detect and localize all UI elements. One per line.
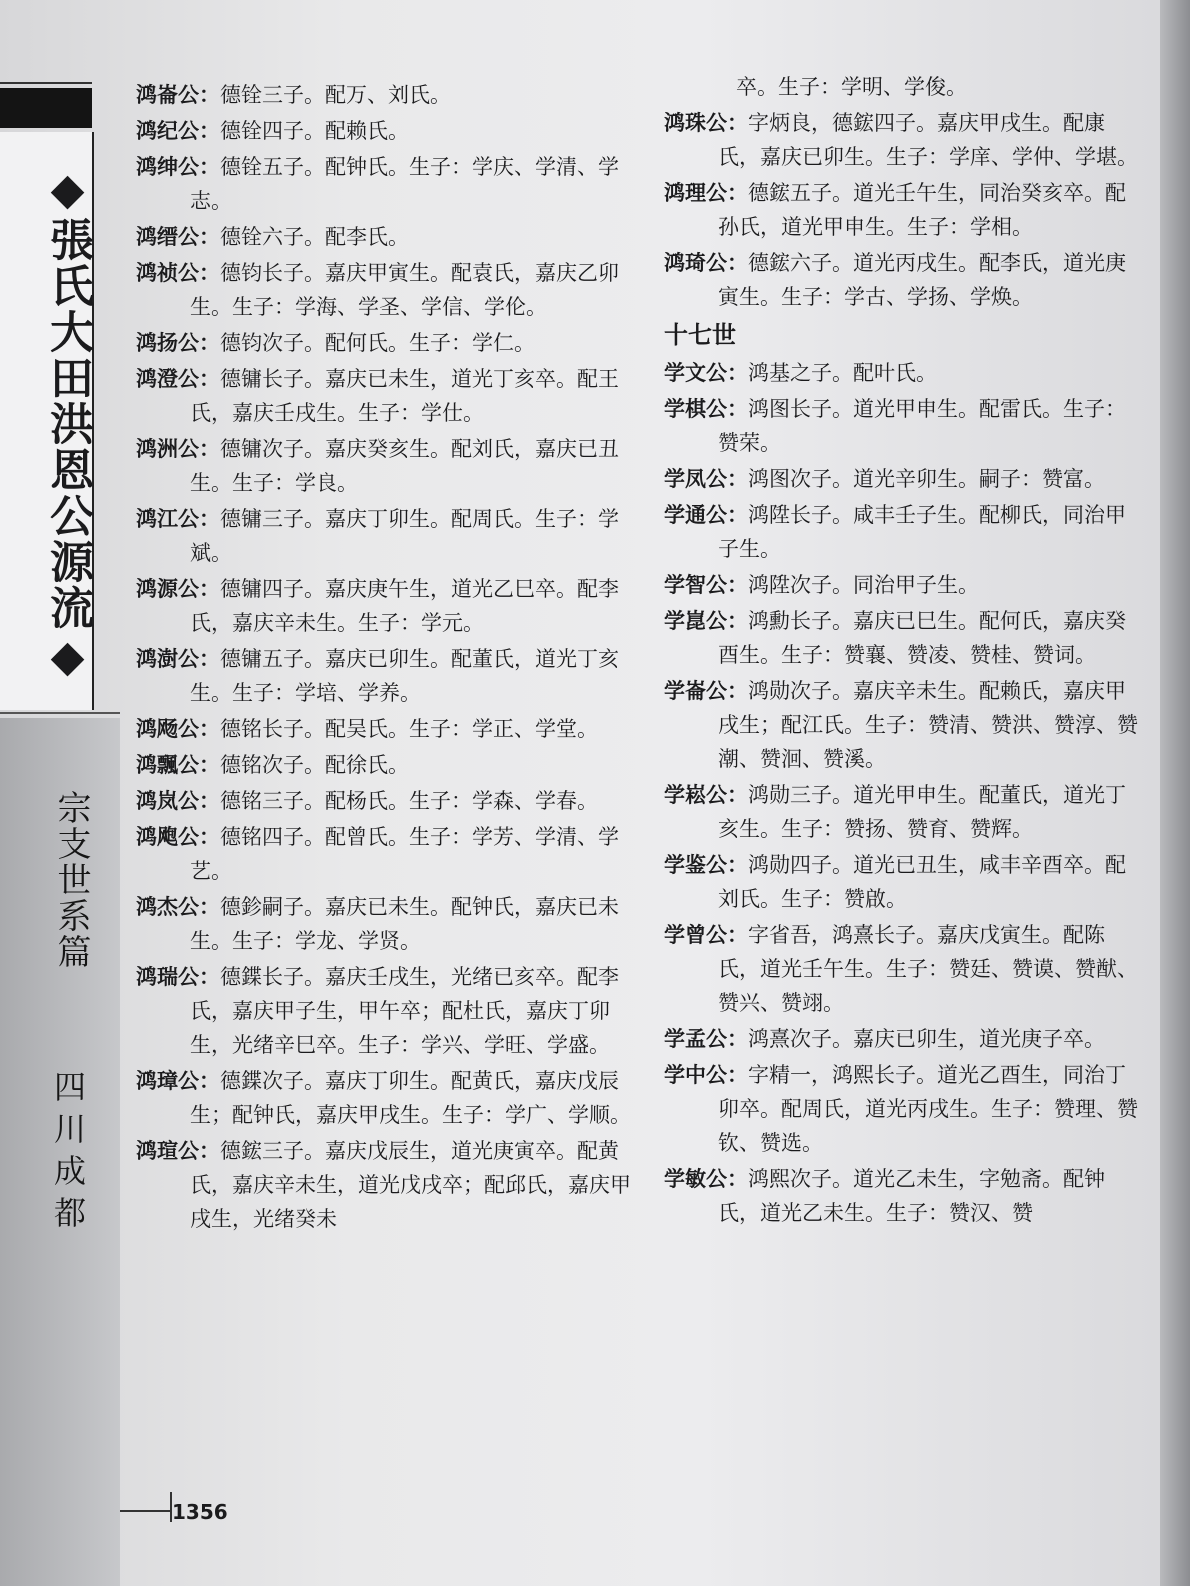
- entry-text: 德铭三子。配杨氏。生子：学森、学春。: [220, 789, 598, 813]
- side-title: ◆張氏大田洪恩公源流◆: [42, 164, 93, 684]
- genealogy-entry: [664, 498, 1144, 566]
- entry-name: 学通公：: [664, 503, 748, 527]
- genealogy-entry: [136, 78, 636, 112]
- entry-name: 鸿缙公：: [136, 225, 220, 249]
- genealogy-entry: [664, 604, 1144, 672]
- entry-text: 德镛四子。嘉庆庚午生，道光乙巳卒。配李氏，嘉庆辛未生。生子：学元。: [190, 577, 619, 635]
- entry-text: 德钧长子。嘉庆甲寅生。配袁氏，嘉庆乙卯生。生子：学海、学圣、学信、学伦。: [190, 261, 619, 319]
- genealogy-entry: [136, 960, 636, 1062]
- genealogy-entry: [664, 392, 1144, 460]
- entry-text: 德铭四子。配曾氏。生子：学芳、学清、学艺。: [190, 825, 619, 883]
- genealogy-entry: [136, 642, 636, 710]
- genealogy-entry: [136, 220, 636, 254]
- side-top-bar: [0, 88, 92, 128]
- entry-text: 德铨六子。配李氏。: [220, 225, 409, 249]
- left-column: [136, 78, 636, 1238]
- entry-name: 鸿洲公：: [136, 437, 220, 461]
- entry-name: 鸿理公：: [664, 181, 748, 205]
- genealogy-entry: [136, 748, 636, 782]
- genealogy-entry: [664, 918, 1144, 1020]
- genealogy-entry: [136, 712, 636, 746]
- genealogy-entry: [664, 778, 1144, 846]
- genealogy-entry: [136, 362, 636, 430]
- side-title-box: [0, 132, 94, 710]
- genealogy-entry: [136, 784, 636, 818]
- entry-name: 学崑公：: [664, 609, 748, 633]
- entry-text: 德铭次子。配徐氏。: [220, 753, 409, 777]
- entry-text: 德铭长子。配吴氏。生子：学正、学堂。: [220, 717, 598, 741]
- genealogy-entry: [664, 1162, 1144, 1230]
- genealogy-entry: [136, 1134, 636, 1236]
- entry-name: 鸿杰公：: [136, 895, 220, 919]
- section-title: 宗支世系篇: [51, 790, 91, 970]
- genealogy-entry: [664, 568, 1144, 602]
- entry-name: 学曾公：: [664, 923, 748, 947]
- entry-text: 字省吾，鸿熹长子。嘉庆戊寅生。配陈氏，道光壬午生。生子：赞廷、赞谟、赞猷、赞兴、赞翊。: [718, 923, 1138, 1015]
- page-number: 1356: [172, 1500, 228, 1524]
- entry-name: 学鉴公：: [664, 853, 748, 877]
- page-edge: [1160, 0, 1190, 1586]
- entry-name: 鸿岚公：: [136, 789, 220, 813]
- entry-name: 鸿澄公：: [136, 367, 220, 391]
- entry-text: 鸿图次子。道光辛卯生。嗣子：赞富。: [748, 467, 1105, 491]
- entry-text: 鸿勋三子。道光甲申生。配董氏，道光丁亥生。生子：赞扬、赞育、赞辉。: [718, 783, 1126, 841]
- genealogy-entry: [136, 432, 636, 500]
- entry-text: 鸿基之子。配叶氏。: [748, 361, 937, 385]
- entry-name: 学智公：: [664, 573, 748, 597]
- entry-text: 鸿陞长子。咸丰壬子生。配柳氏，同治甲子生。: [718, 503, 1126, 561]
- entry-name: 鸿纪公：: [136, 119, 220, 143]
- entry-name: 学孟公：: [664, 1027, 748, 1051]
- entry-text: 字精一，鸿熙长子。道光乙酉生，同治丁卯卒。配周氏，道光丙戌生。生子：赞理、赞钦、赞选。: [718, 1063, 1138, 1155]
- entry-name: 鸿祯公：: [136, 261, 220, 285]
- entry-text: 字炳良，德鋐四子。嘉庆甲戌生。配康氏，嘉庆已卯生。生子：学庠、学仲、学堪。: [718, 111, 1138, 169]
- entry-text: 德鍱长子。嘉庆壬戌生，光绪已亥卒。配李氏，嘉庆甲子生，甲午卒；配杜氏，嘉庆丁卯生，光绪辛巳卒。生子：学兴、学旺、学盛。: [190, 965, 619, 1057]
- entry-text: 鸿勋次子。嘉庆辛未生。配赖氏，嘉庆甲戌生；配江氏。生子：赞清、赞洪、赞淳、赞潮、赞洄、赞溪。: [718, 679, 1138, 771]
- entry-text: 德钧次子。配何氏。生子：学仁。: [220, 331, 535, 355]
- genealogy-entry: [136, 256, 636, 324]
- right-column: [664, 70, 1144, 1232]
- entry-text: 德镛长子。嘉庆已未生，道光丁亥卒。配王氏，嘉庆壬戌生。生子：学仕。: [190, 367, 619, 425]
- entry-text: 德镛五子。嘉庆已卯生。配董氏，道光丁亥生。生子：学培、学养。: [190, 647, 619, 705]
- mid-rule: [0, 712, 120, 714]
- entry-text: 德镛三子。嘉庆丁卯生。配周氏。生子：学斌。: [190, 507, 619, 565]
- genealogy-entry: [136, 820, 636, 888]
- entry-text: 德鉁嗣子。嘉庆已未生。配钟氏，嘉庆已未生。生子：学龙、学贤。: [190, 895, 619, 953]
- genealogy-entry: [664, 1022, 1144, 1056]
- place-name: 四川成都: [49, 1070, 87, 1238]
- entry-text: 德鋐三子。嘉庆戊辰生，道光庚寅卒。配黄氏，嘉庆辛未生，道光戊戌卒；配邱氏，嘉庆甲戌生，光绪癸未: [190, 1139, 631, 1231]
- top-rule: [0, 82, 92, 84]
- genealogy-entry: [664, 462, 1144, 496]
- entry-name: 学棋公：: [664, 397, 748, 421]
- entry-name: 学凤公：: [664, 467, 748, 491]
- entry-text: 德铨三子。配万、刘氏。: [220, 83, 451, 107]
- entry-text: 德镛次子。嘉庆癸亥生。配刘氏，嘉庆已丑生。生子：学良。: [190, 437, 619, 495]
- genealogy-entry: [136, 326, 636, 360]
- entry-name: 鸿崙公：: [136, 83, 220, 107]
- entry-text: 鸿熙次子。道光乙未生，字勉斋。配钟氏，道光乙未生。生子：赞汉、赞: [718, 1167, 1105, 1225]
- entry-name: 学文公：: [664, 361, 748, 385]
- genealogy-entry: [136, 150, 636, 218]
- generation-heading: 十七世: [664, 321, 736, 349]
- entry-name: 鸿飄公：: [136, 753, 220, 777]
- genealogy-entry: [136, 114, 636, 148]
- genealogy-entry: [664, 674, 1144, 776]
- entry-name: 鸿绅公：: [136, 155, 220, 179]
- entry-name: 鸿源公：: [136, 577, 220, 601]
- entry-text: 德铨四子。配赖氏。: [220, 119, 409, 143]
- entry-text: 德鋐六子。道光丙戌生。配李氏，道光庚寅生。生子：学古、学扬、学焕。: [718, 251, 1126, 309]
- genealogy-entry: [664, 848, 1144, 916]
- continued-text: 卒。生子：学明、学俊。: [736, 75, 967, 99]
- entry-text: 德铨五子。配钟氏。生子：学庆、学清、学志。: [190, 155, 619, 213]
- genealogy-entry: [664, 106, 1144, 174]
- entry-name: 学崧公：: [664, 783, 748, 807]
- genealogy-entry: [664, 176, 1144, 244]
- entry-name: 鸿江公：: [136, 507, 220, 531]
- entry-text: 德鍱次子。嘉庆丁卯生。配黄氏，嘉庆戊辰生；配钟氏，嘉庆甲戌生。生子：学广、学顺。: [190, 1069, 631, 1127]
- entry-name: 学中公：: [664, 1063, 748, 1087]
- genealogy-entry: [136, 1064, 636, 1132]
- genealogy-entry: [664, 1058, 1144, 1160]
- entry-name: 鸿瑞公：: [136, 965, 220, 989]
- entry-name: 鸿瑄公：: [136, 1139, 220, 1163]
- entry-name: 鸿飑公：: [136, 825, 220, 849]
- entry-text: 鸿图长子。道光甲申生。配雷氏。生子：赞荣。: [718, 397, 1126, 455]
- genealogy-entry: [136, 890, 636, 958]
- page-number-line: [120, 1510, 170, 1512]
- genealogy-entry: [136, 502, 636, 570]
- entry-name: 鸿扬公：: [136, 331, 220, 355]
- entry-name: 鸿澍公：: [136, 647, 220, 671]
- entry-text: 鸿勳长子。嘉庆已巳生。配何氏，嘉庆癸酉生。生子：赞襄、赞凌、赞桂、赞词。: [718, 609, 1126, 667]
- genealogy-entry: [136, 572, 636, 640]
- entry-text: 鸿勋四子。道光已丑生，咸丰辛酉卒。配刘氏。生子：赞啟。: [718, 853, 1126, 911]
- genealogy-entry: [664, 246, 1144, 314]
- entry-name: 学崙公：: [664, 679, 748, 703]
- entry-text: 德鋐五子。道光壬午生，同治癸亥卒。配孙氏，道光甲申生。生子：学相。: [718, 181, 1126, 239]
- entry-text: 鸿陞次子。同治甲子生。: [748, 573, 979, 597]
- entry-name: 鸿璋公：: [136, 1069, 220, 1093]
- entry-name: 鸿珠公：: [664, 111, 748, 135]
- entry-name: 学敏公：: [664, 1167, 748, 1191]
- entry-text: 鸿熹次子。嘉庆已卯生，道光庚子卒。: [748, 1027, 1105, 1051]
- entry-name: 鸿飏公：: [136, 717, 220, 741]
- genealogy-entry: [664, 356, 1144, 390]
- entry-name: 鸿琦公：: [664, 251, 748, 275]
